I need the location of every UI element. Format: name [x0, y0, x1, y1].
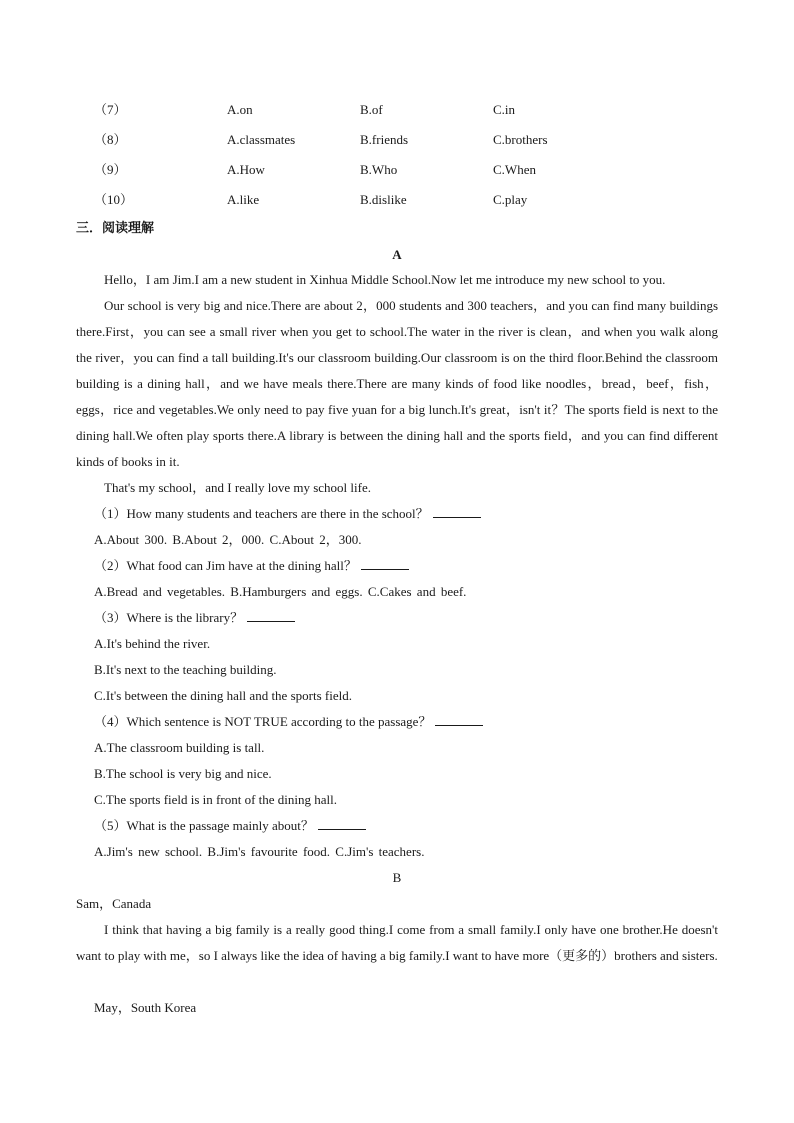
question-number: （7） — [94, 102, 127, 117]
option-c: C.brothers — [493, 132, 548, 147]
answer-blank[interactable] — [361, 557, 409, 570]
question-1 — [94, 504, 481, 524]
answer-blank[interactable] — [318, 817, 366, 830]
answer-blank[interactable] — [435, 713, 483, 726]
question-4-option-b: B.The school is very big and nice. — [94, 766, 272, 781]
option-a: A.How — [227, 162, 265, 177]
question-3 — [94, 608, 295, 628]
question-text: （4）Which sentence is NOT TRUE according to the passage？ — [94, 714, 432, 729]
writer-name-2: May，South Korea — [94, 1000, 197, 1015]
passage-b-paragraph-1: I think that having a big family is a really good thing.I come from a small family.I only have one brother.He doesn't want to play with me，so I always like the idea of having a big family.I want to have more（更多的）brothers and sisters. — [76, 922, 718, 963]
question-3-option-b: B.It's next to the teaching building. — [94, 662, 277, 677]
writer-name-1: Sam，Canada — [76, 896, 152, 911]
option-b: B.Who — [360, 162, 398, 177]
question-4 — [94, 712, 483, 732]
option-c: C.play — [493, 192, 528, 207]
passage-heading-a: A — [392, 247, 402, 262]
question-4-option-c: C.The sports field is in front of the dining hall. — [94, 792, 337, 807]
question-4-option-a: A.The classroom building is tall. — [94, 740, 265, 755]
passage-a-paragraph-1: Hello，I am Jim.I am a new student in Xinhua Middle School.Now let me introduce my new school to you. — [104, 272, 666, 287]
passage-heading-b: B — [392, 870, 402, 885]
question-3-option-a: A.It's behind the river. — [94, 636, 211, 651]
option-c: C.When — [493, 162, 536, 177]
question-text: （3）Where is the library？ — [94, 610, 244, 625]
option-a: A.like — [227, 192, 260, 207]
question-text: （2）What food can Jim have at the dining hall？ — [94, 558, 357, 573]
question-text: （1）How many students and teachers are there in the school？ — [94, 506, 429, 521]
passage-a-paragraph-3: That's my school，and I really love my school life. — [104, 480, 371, 495]
question-number: （10） — [94, 192, 134, 207]
option-b: B.dislike — [360, 192, 407, 207]
option-b: B.of — [360, 102, 383, 117]
option-a: A.on — [227, 102, 253, 117]
question-number: （8） — [94, 132, 127, 147]
question-5 — [94, 816, 366, 836]
question-3-option-c: C.It's between the dining hall and the sports field. — [94, 688, 352, 703]
answer-blank[interactable] — [247, 609, 295, 622]
option-c: C.in — [493, 102, 516, 117]
answer-blank[interactable] — [433, 505, 481, 518]
passage-a-paragraph-2: Our school is very big and nice.There are about 2，000 students and 300 teachers，and you can find many buildings there.First，you can see a small river when you get to school.The water in the river is clean，and when you walk along the river，you can find a tall building.It's our classroom building.Our classroom is on the third floor.Behind the classroom building is a dining hall，and we have meals there.There are many kinds of food like noodles，bread，beef，fish，eggs，rice and vegetables.We only need to pay five yuan for a big lunch.It's great，isn't it？The sports field is next to the dining hall.We often play sports there.A library is between the dining hall and the sports field，and you can find different kinds of books in it. — [76, 298, 718, 469]
question-5-options: A.Jim's new school. B.Jim's favourite food. C.Jim's teachers. — [94, 844, 425, 859]
question-2 — [94, 556, 409, 576]
section-title: 三．阅读理解 — [76, 221, 155, 236]
option-b: B.friends — [360, 132, 409, 147]
question-number: （9） — [94, 162, 127, 177]
option-a: A.classmates — [227, 132, 296, 147]
question-1-options: A.About 300. B.About 2，000. C.About 2，300. — [94, 532, 362, 547]
question-2-options: A.Bread and vegetables. B.Hamburgers and eggs. C.Cakes and beef. — [94, 584, 467, 599]
question-text: （5）What is the passage mainly about？ — [94, 818, 314, 833]
